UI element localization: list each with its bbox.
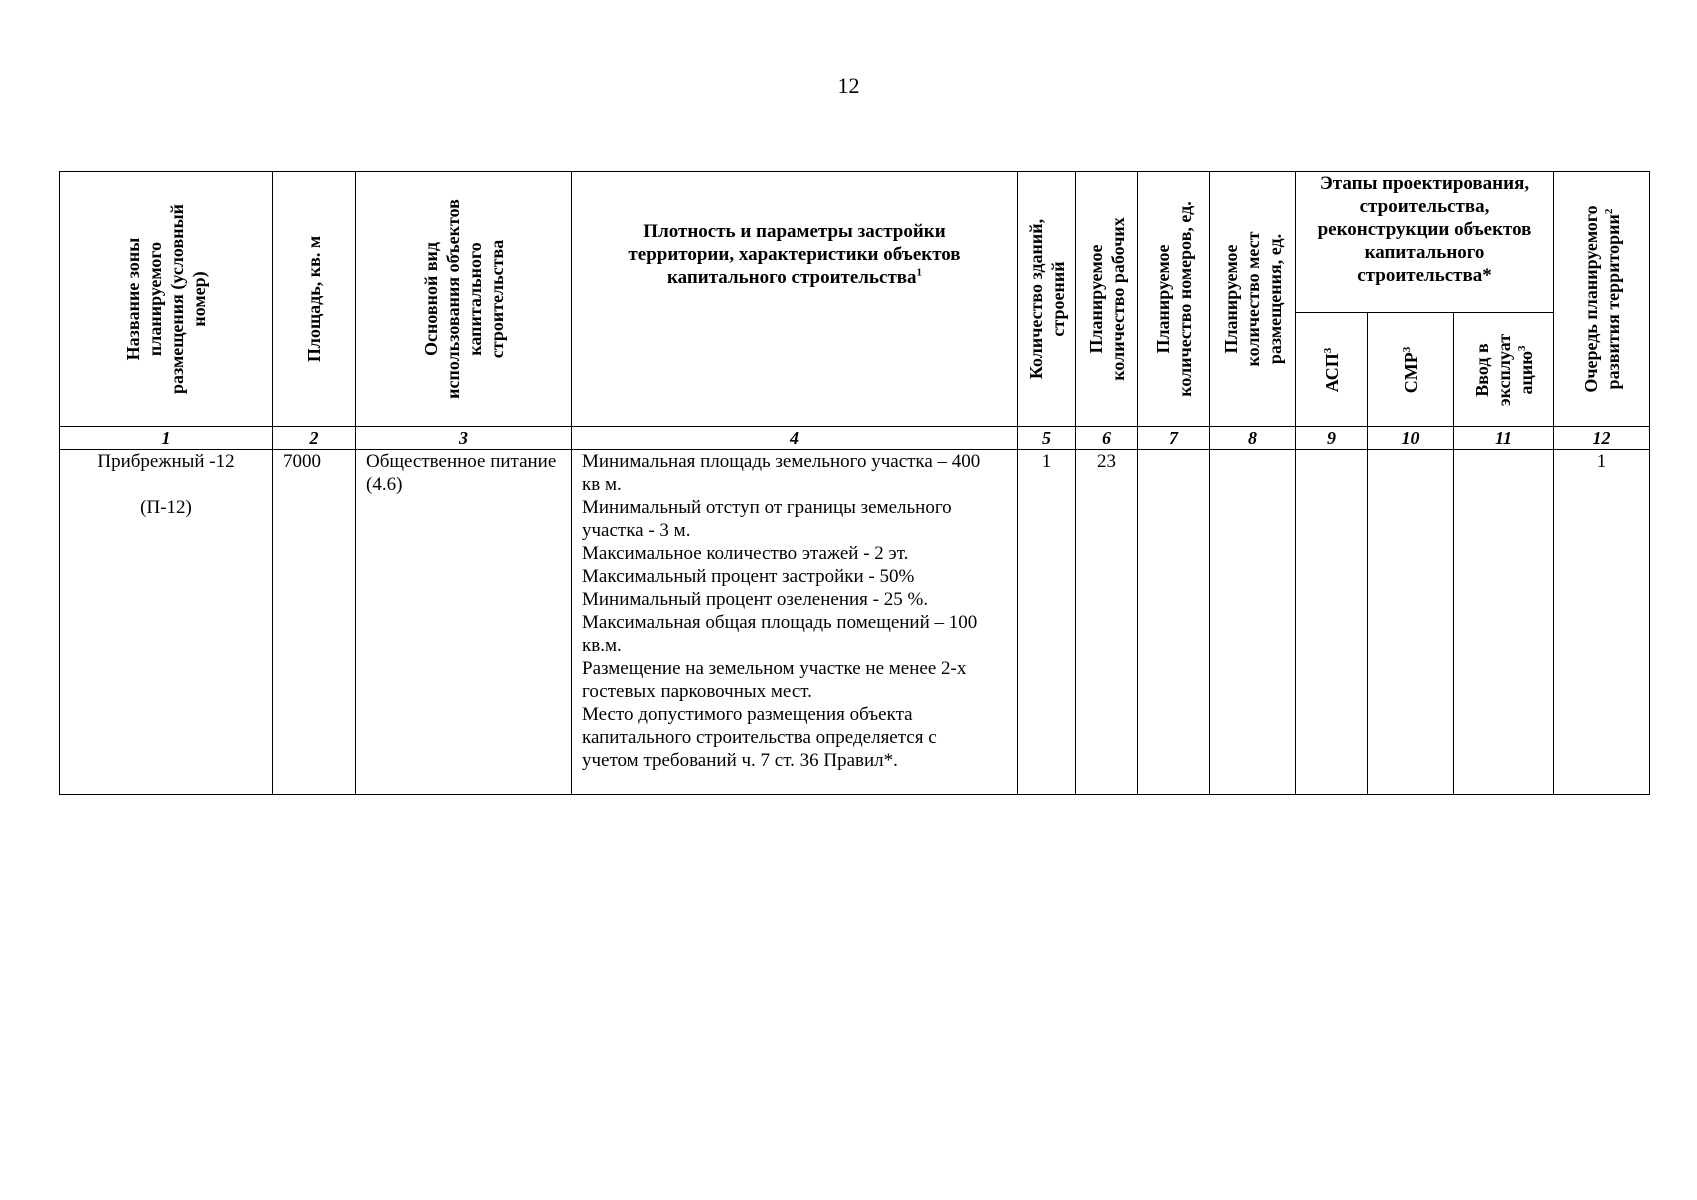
cell-use-type: Общественное питание (4.6) (356, 450, 572, 795)
cell-commissioning (1454, 450, 1554, 795)
column-number: 8 (1210, 427, 1296, 450)
column-number: 7 (1138, 427, 1210, 450)
cell-workers: 23 (1076, 450, 1138, 795)
cell-asp (1296, 450, 1368, 795)
cell-smr (1368, 450, 1454, 795)
header-queue-text: Очередь планируемого развития территории$^2$ (1580, 205, 1623, 393)
zone-code: (П-12) (140, 497, 192, 518)
cell-area: 7000 (273, 450, 356, 795)
planning-table (59, 171, 1650, 795)
header-row-top (60, 172, 1650, 313)
header-rooms (1138, 172, 1210, 427)
page-number: 12 (837, 73, 860, 98)
cell-zone-name: Прибрежный -12 (П-12) (60, 450, 273, 795)
cell-density-params: Минимальная площадь земельного участка – 400 кв м. Минимальный отступ от границы земельного участка - 3 м. Максимальное количество этажей - 2 эт. Максимальный процент застройки - 50% Минимальный процент озеленения - 25 %. Максимальная общая площадь помещений – 100 кв.м. Размещение на земельном участке не менее 2-х гостевых парковочных мест. Место допустимого размещения объекта капитального строительства определяется с учетом требований ч. 7 ст. 36 Правил*. (572, 450, 1018, 795)
column-numbers-row (60, 427, 1650, 450)
header-commissioning (1454, 313, 1554, 427)
header-zone-name (60, 172, 273, 427)
header-asp-text: АСП$^3$ (1321, 347, 1342, 392)
header-stages-group: Этапы проектирования, строительства, реконструкции объектов капитального строительства* (1296, 172, 1554, 313)
header-use-type (356, 172, 572, 427)
column-number: 9 (1296, 427, 1368, 450)
column-number: 5 (1018, 427, 1076, 450)
header-rooms-text: Планируемое количество номеров, ед. (1152, 201, 1195, 397)
header-places (1210, 172, 1296, 427)
cell-queue: 1 (1554, 450, 1650, 795)
header-workers-text: Планируемое количество рабочих (1085, 217, 1128, 381)
column-number: 10 (1368, 427, 1454, 450)
column-number: 3 (356, 427, 572, 450)
header-commissioning-text: Ввод в эксплуат ацию$^3$ (1471, 333, 1536, 406)
cell-places (1210, 450, 1296, 795)
header-smr-text: СМР$^3$ (1400, 346, 1421, 393)
header-queue (1554, 172, 1650, 427)
cell-rooms (1138, 450, 1210, 795)
header-area-text: Площадь, кв. м (304, 235, 324, 363)
header-zone-name-text: Название зоны планируемого размещения (условный номер) (123, 203, 209, 395)
column-number: 6 (1076, 427, 1138, 450)
header-buildings-count-text: Количество зданий, строений (1025, 218, 1068, 380)
column-number: 12 (1554, 427, 1650, 450)
column-number: 1 (60, 427, 273, 450)
header-places-text: Планируемое количество мест размещения, ед. (1220, 231, 1285, 367)
cell-buildings-count: 1 (1018, 450, 1076, 795)
table-row (60, 450, 1650, 795)
header-smr (1368, 313, 1454, 427)
column-number: 11 (1454, 427, 1554, 450)
header-density-params: Плотность и параметры застройки территории, характеристики объектов капитального строительства$^1$ (572, 172, 1018, 427)
column-number: 4 (572, 427, 1018, 450)
header-use-type-text: Основной вид использования объектов капитального строительства (420, 199, 507, 399)
header-buildings-count (1018, 172, 1076, 427)
header-area (273, 172, 356, 427)
header-workers (1076, 172, 1138, 427)
header-asp (1296, 313, 1368, 427)
column-number: 2 (273, 427, 356, 450)
